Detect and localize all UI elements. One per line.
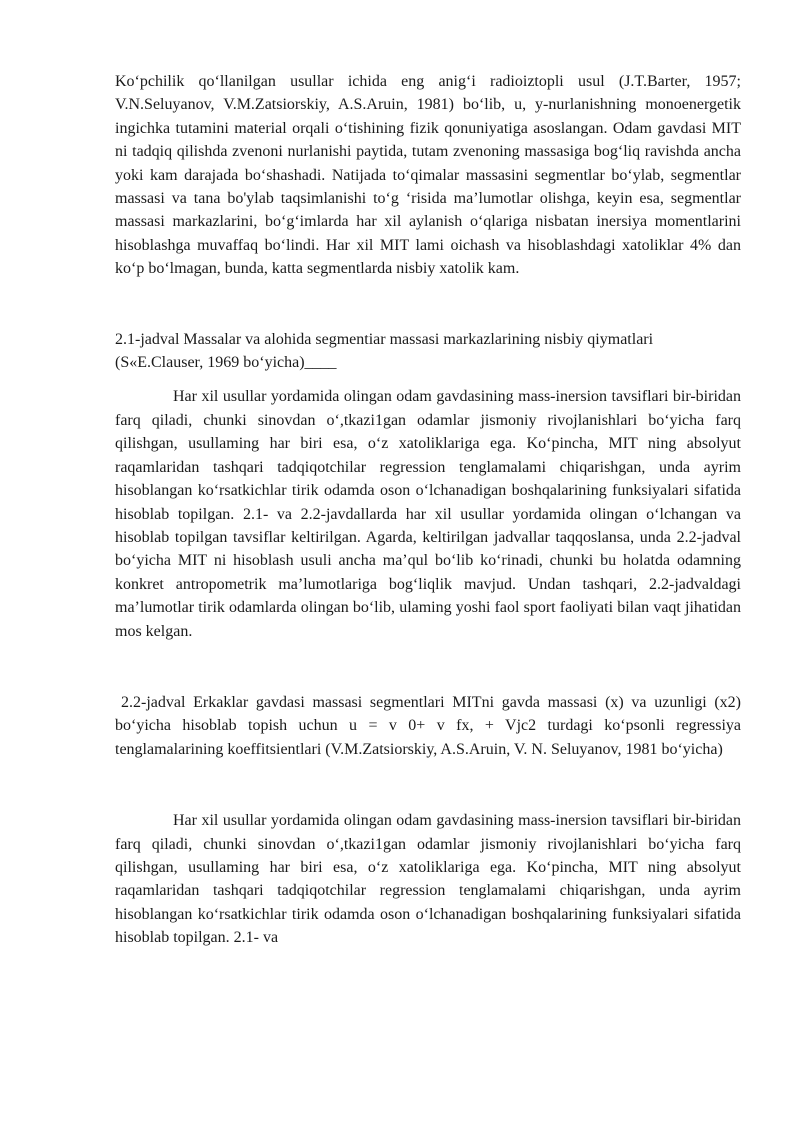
body-paragraph-3: Har xil usullar yordamida olingan odam gavdasining mass-inersion tavsiflari bir-biridan farq qiladi, chunki sinovdan o‘,tkazi1gan odamlar jismoniy rivojlanishlari bo‘yicha farq qilishgan, usullaming har biri esa, o‘z xatoliklariga ega. Ko‘pincha, MIT ning absolyut raqamlaridan tashqari tadqiqotchilar regression tenglamalami chiqarishgan, unda ayrim hisoblangan ko‘rsatkichlar tirik odamda oson o‘lchanadigan boshqalarining funksiyalari sifatida hisoblab topilgan. 2.1- va bbox=[115, 812, 741, 947]
spacer bbox=[115, 761, 741, 809]
spacer bbox=[115, 281, 741, 328]
body-paragraph-2: Har xil usullar yordamida olingan odam gavdasining mass-inersion tavsiflari bir-biridan farq qiladi, chunki sinovdan o‘,tkazi1gan odamlar jismoniy rivojlanishlari bo‘yicha farq qilishgan, usullaming har biri esa, o‘z xatoliklariga ega. Ko‘pincha, MIT ning absolyut raqamlaridan tashqari tadqiqotchilar regression tenglamalami chiqarishgan, unda ayrim hisoblangan ko‘rsatkichlar tirik odamda oson o‘lchanadigan boshqalarining funksiyalari sifatida hisoblab topilgan. 2.1- va 2.2-javdallarda har xil usullar yordamida olingan o‘lchangan va hisoblab topilgan tavsiflar keltirilgan. Agarda, keltirilgan jadvallar taqqoslansa, unda 2.2-jadval bo‘yicha MIT ni hisoblash usuli ancha ma’qul bo‘lib ko‘rinadi, chunki bu holatda odamning konkret antropometrik ma’lumotlariga bog‘liqlik mavjud. Undan tashqari, 2.2-jadvaldagi ma’lumotlar tirik odamlarda olingan bo‘lib, ulaming yoshi faol sport faoliyati bilan vaqt jihatidan mos kelgan. bbox=[115, 388, 741, 640]
document-page bbox=[115, 70, 741, 950]
spacer bbox=[115, 643, 741, 691]
body-paragraph-1: Ko‘pchilik qo‘llanilgan usullar ichida eng anig‘i radioiztopli usul (J.T.Barter, 1957; V.N.Seluyanov, V.M.Zatsiorskiy, A.S.Aruin, 1981) bo‘lib, u, y-nurlanishning monoenergetik ingichka tutamini material orqali o‘tishining fizik qonuniyatiga asoslangan. Odam gavdasi MIT ni tadqiq qilishda zvenoni nurlanishi paytida, tutam zvenoning massasiga bog‘liq ravishda ancha yoki kam darajada bo‘shashadi. Natijada to‘qimalar massasini segmentlar bo‘ylab, segmentlar massasi va tana bo'ylab taqsimlanishi to‘g ‘risida ma’lumotlar olishga, keyin esa, segmentlar massasi markazlarini, bo‘g‘imlarda har xil aylanish o‘qlariga nisbatan inersiya momentlarini hisoblashga muvaffaq bo‘lindi. Har xil MIT lami oichash va hisoblashdagi xatoliklar 4% dan ko‘p bo‘lmagan, bunda, katta segmentlarda nisbiy xatolik kam. bbox=[115, 73, 741, 278]
table-caption-2-1: 2.1-jadval Massalar va alohida segmentiar massasi markazlarining nisbiy qiymatlari (S«E.Clauser, 1969 bo‘yicha)____ bbox=[115, 330, 654, 372]
spacer bbox=[115, 374, 741, 385]
table-caption-2-2: 2.2-jadval Erkaklar gavdasi massasi segmentlari MITni gavda massasi (x) va uzunligi (x2) bo‘yicha hisoblab topish uchun u = v 0+ v fx, + Vjc2 turdagi ko‘psonli regressiya tenglamalarining koeffitsientlari (V.M.Zatsiorskiy, A.S.Aruin, V. N. Seluyanov, 1981 bo‘yicha) bbox=[115, 693, 741, 758]
